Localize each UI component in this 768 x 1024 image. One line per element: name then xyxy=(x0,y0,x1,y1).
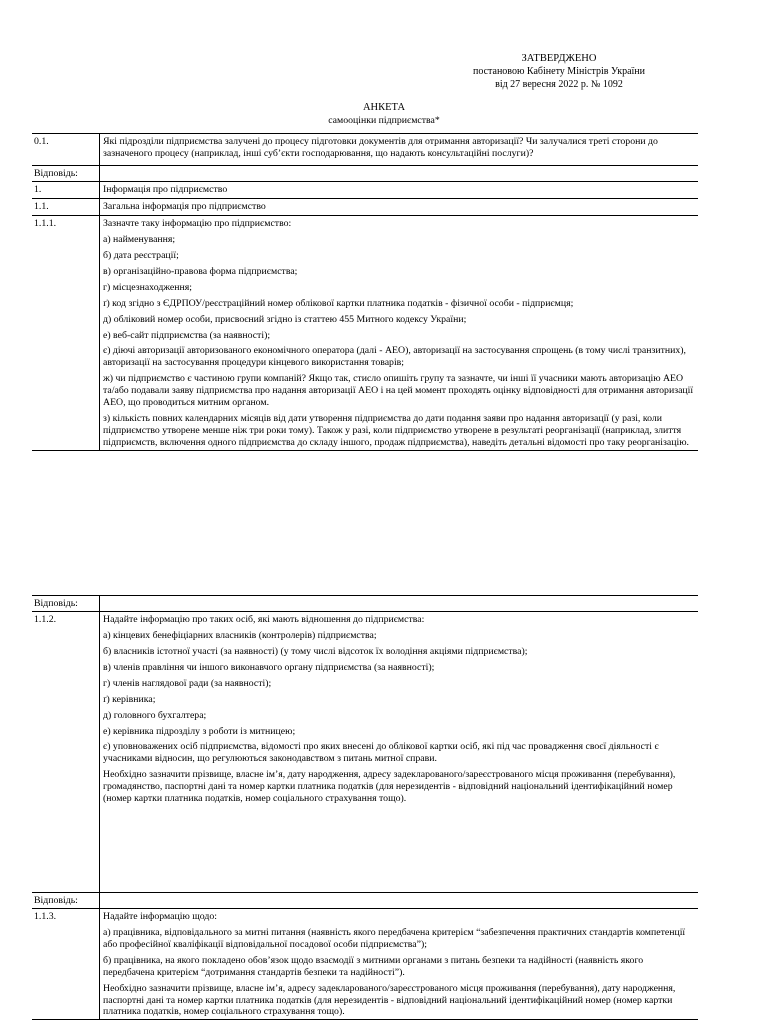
questionnaire-table-part-1 xyxy=(32,133,698,451)
answer-label: Відповідь: xyxy=(32,596,100,612)
list-item: ґ) керівника; xyxy=(103,693,156,705)
table-row-section-1-1 xyxy=(32,198,698,215)
list-item: ж) чи підприємство є частиною групи компаній? Якщо так, стисло опишіть групу та зазначте, чи інші її учасники мають авторизацію АЕО та/або подавали заяву підприємства про надання авторизації АЕО і на цей момент проходять оцінку відповідності для отримання авторизації АЕО, що проводиться митним органом. xyxy=(103,373,694,409)
list-item: б) дата реєстрації; xyxy=(103,249,179,261)
section-heading: Інформація про підприємство xyxy=(100,181,699,198)
list-item: а) працівника, відповідального за митні питання (наявність якого передбачена критерієм “забезпечення практичних стандартів компетенції або професійної кваліфікації відповідальної посадової особи підприємства”); xyxy=(103,926,686,950)
question-content xyxy=(100,908,699,1020)
question-intro: Надайте інформацію щодо: xyxy=(103,910,218,922)
answer-row xyxy=(32,166,698,182)
approval-stamp xyxy=(440,52,678,91)
form-title-block xyxy=(0,101,768,127)
list-item: ґ) код згідно з ЄДРПОУ/реєстраційний номер облікової картки платника податків - фізичної особи - підприємця; xyxy=(103,297,574,309)
list-item: б) працівника, на якого покладено обов’язок щодо взаємодії з митними органами з питань безпеки та надійності (наявність якого передбачена критерієм “дотримання стандартів безпеки та надійності”). xyxy=(103,954,644,978)
question-text: Які підрозділи підприємства залучені до процесу підготовки документів для отримання авторизації? Чи залучалися треті сторони до зазначеного процесу (наприклад, інші суб’єкти господарювання, що надають консультаційні послуги)? xyxy=(100,134,699,166)
list-item: г) членів наглядової ради (за наявності); xyxy=(103,677,272,689)
form-title: АНКЕТА xyxy=(362,102,406,113)
row-number: 1. xyxy=(32,181,100,198)
answer-label: Відповідь: xyxy=(32,166,100,182)
form-subtitle: самооцінки підприємства* xyxy=(328,115,440,126)
question-content xyxy=(100,215,699,450)
table-row-q111 xyxy=(32,215,698,450)
table-row-q112 xyxy=(32,611,698,892)
answer-field[interactable] xyxy=(100,892,699,908)
row-number: 1.1. xyxy=(32,198,100,215)
list-item: д) головного бухгалтера; xyxy=(103,709,207,721)
table-row-q113 xyxy=(32,908,698,1020)
row-number: 1.1.1. xyxy=(32,215,100,450)
list-item: г) місцезнаходження; xyxy=(103,281,192,293)
list-item: д) обліковий номер особи, присвоєний згідно із статтею 455 Митного кодексу України; xyxy=(103,313,467,325)
approved-title: ЗАТВЕРДЖЕНО xyxy=(521,53,597,64)
approved-by: постановою Кабінету Міністрів України xyxy=(472,66,646,77)
list-item: Необхідно зазначити прізвище, власне ім’я, дату народження, адресу задекларованого/зареєстрованого місця проживання (перебування), громадянство, паспортні дані та номер картки платника податків (для нерезидентів - відповідний національний ідентифікаційний номер (номер картки платника податків, номер соціального страхування тощо). xyxy=(103,769,676,805)
list-item: е) веб-сайт підприємства (за наявності); xyxy=(103,329,271,341)
answer-row xyxy=(32,596,698,612)
section-heading: Загальна інформація про підприємство xyxy=(100,198,699,215)
answer-field[interactable] xyxy=(100,166,699,182)
approved-date: від 27 вересня 2022 р. № 1092 xyxy=(495,79,623,90)
question-intro: Зазначте таку інформацію про підприємство: xyxy=(103,217,292,229)
row-number: 0.1. xyxy=(32,134,100,166)
list-item: е) керівника підрозділу з роботи із митницею; xyxy=(103,725,296,737)
list-item: є) уповноважених осіб підприємства, відомості про яких внесені до облікової картки осіб, які під час провадження своєї діяльності є учасниками відносин, що регулюються законодавством з питань митної справи. xyxy=(103,741,659,765)
row-number: 1.1.2. xyxy=(32,611,100,892)
list-item: в) членів правління чи іншого виконавчого органу підприємства (за наявності); xyxy=(103,661,435,673)
table-row-q01 xyxy=(32,134,698,166)
list-item: Необхідно зазначити прізвище, власне ім’я, адресу задекларованого/зареєстрованого місця проживання (перебування), дату народження, паспортні дані та номер картки платника податків (для нерезидентів - відповідний національний ідентифікаційний номер (номер картки платника податків, номер соціального страхування тощо). xyxy=(103,982,676,1018)
list-item: є) діючі авторизації авторизованого економічного оператора (далі - АЕО), авторизації на застосування спрощень (в тому числі транзитних), авторизації на застосування процедури кінцевого використання товарів; xyxy=(103,345,686,369)
list-item: в) організаційно-правова форма підприємства; xyxy=(103,265,298,277)
answer-field[interactable] xyxy=(100,596,699,612)
list-item: з) кількість повних календарних місяців від дати утворення підприємства до дати подання заяви про надання авторизації (у разі, коли підприємство утворене менше ніж три роки тому). Також у разі, коли підприємство утворене в результаті реорганізації (наприклад, злиття підприємств, включення одного підприємства до складу іншого, продаж підприємства), наведіть детальні відомості про таку реорганізацію. xyxy=(103,413,689,448)
questionnaire-table-part-2 xyxy=(32,595,698,1020)
answer-row xyxy=(32,892,698,908)
list-item: а) кінцевих бенефіціарних власників (контролерів) підприємства; xyxy=(103,629,377,641)
list-item: б) власників істотної участі (за наявності) (у тому числі відсоток їх володіння акціями підприємства); xyxy=(103,645,528,657)
question-intro: Надайте інформацію про таких осіб, які мають відношення до підприємства: xyxy=(103,613,425,625)
table-row-section-1 xyxy=(32,181,698,198)
question-content xyxy=(100,611,699,892)
list-item: а) найменування; xyxy=(103,233,176,245)
answer-label: Відповідь: xyxy=(32,892,100,908)
row-number: 1.1.3. xyxy=(32,908,100,1020)
